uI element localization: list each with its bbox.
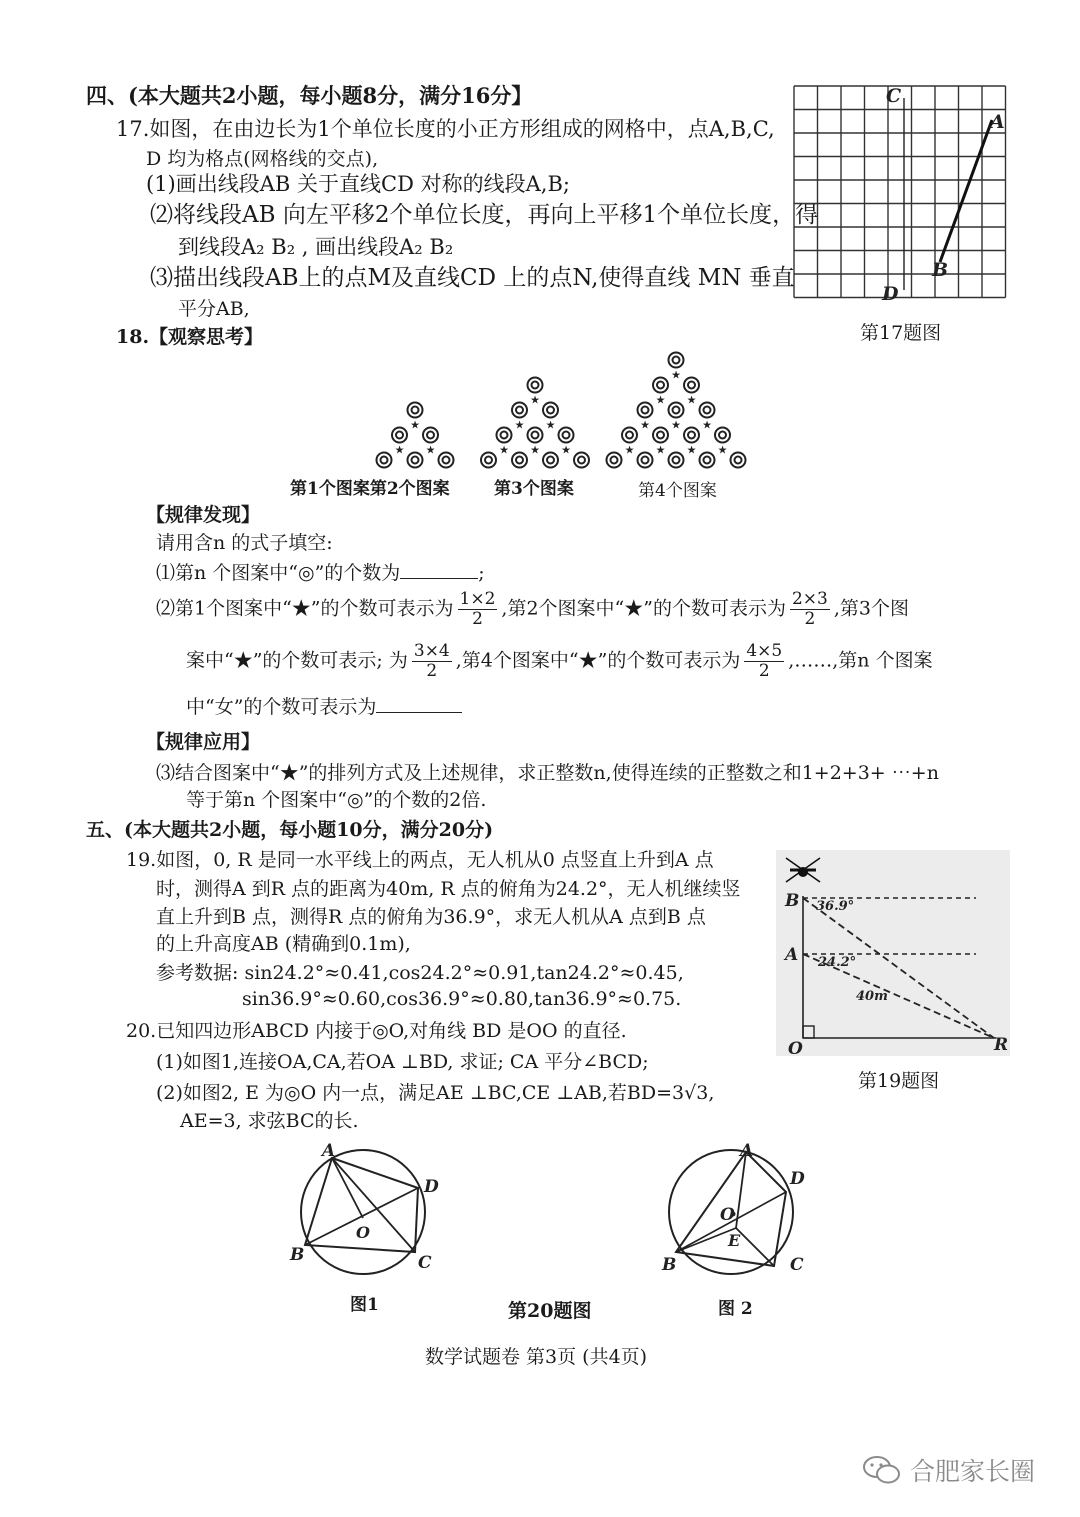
double-circle-icon	[653, 378, 668, 393]
answer-blank-2	[376, 712, 462, 713]
q20-fig1-caption: 图1	[350, 1295, 379, 1315]
double-circle-icon	[653, 428, 668, 443]
fig1-label-o: O	[356, 1223, 370, 1242]
star-icon: ★	[394, 443, 405, 457]
q19-ref1: 参考数据: sin24.2°≈0.41,cos24.2°≈0.91,tan24.2°≈0.45,	[156, 962, 684, 984]
fig1-label-c: C	[418, 1253, 432, 1273]
fig19-label-b: B	[785, 891, 800, 911]
grid-label-a: A	[990, 111, 1005, 133]
fig2-label-o: O	[720, 1205, 735, 1225]
double-circle-icon	[512, 453, 527, 468]
double-circle-icon	[528, 428, 543, 443]
q17-part3a: ⑶描出线段AB上的点M及直线CD 上的点N,使得直线 MN 垂直	[150, 265, 795, 291]
q17-figure-caption: 第17题图	[860, 322, 942, 344]
fig2-label-c: C	[790, 1255, 804, 1275]
double-circle-icon	[700, 403, 715, 418]
q19-line4: 的上升高度AB (精确到0.1m),	[156, 933, 411, 955]
q17-part3b: 平分AB,	[178, 298, 250, 320]
fig19-distance: 40m	[856, 989, 888, 1004]
q19-line1: 19.如图，0, R 是同一水平线上的两点，无人机从0 点竖直上升到A 点	[126, 849, 714, 871]
double-circle-icon	[684, 428, 699, 443]
q20-fig2-caption: 图 2	[718, 1299, 753, 1319]
q19-line3: 直上升到B 点，测得R 点的俯角为36.9°，求无人机从A 点到B 点	[156, 906, 706, 928]
fraction-3: $\frac{3\times 4}{2}$	[413, 641, 450, 681]
fraction-4: $\frac{4\times 5}{2}$	[746, 641, 783, 681]
double-circle-icon	[543, 453, 558, 468]
double-circle-icon	[638, 453, 653, 468]
rule-find-title: 【规律发现】	[146, 504, 261, 526]
star-icon: ★	[410, 418, 420, 432]
fig1-label-a: A	[322, 1141, 336, 1161]
q18-part3-line2: 等于第n 个图案中“◎”的个数的2倍.	[186, 789, 487, 811]
pattern-caption-4: 第4个图案	[638, 481, 717, 501]
double-circle-icon	[669, 453, 684, 468]
grid-label-d: D	[882, 283, 899, 305]
watermark-text: 合肥家长圈	[910, 1457, 1036, 1486]
fig1-label-b: B	[290, 1245, 305, 1265]
double-circle-icon	[512, 403, 527, 418]
star-icon: ★	[671, 418, 681, 432]
double-circle-icon	[559, 428, 574, 443]
double-circle-icon	[607, 453, 622, 468]
q20-figure1	[290, 1140, 440, 1290]
q18-patterns	[380, 350, 760, 478]
section4-header: 四、(本大题共2小题，每小题8分，满分16分】	[86, 83, 533, 108]
watermark	[862, 1452, 1035, 1488]
fig2-label-a: A	[740, 1141, 754, 1161]
star-icon: ★	[545, 418, 556, 432]
q18-part2-line3: 中“女”的个数可表示为	[186, 692, 462, 719]
q20-line1: 20.已知四边形ABCD 内接于◎O,对角线 BD 是OO 的直径.	[126, 1020, 627, 1042]
rule-apply-title: 【规律应用】	[146, 731, 261, 753]
double-circle-icon	[439, 453, 454, 468]
star-icon: ★	[499, 443, 509, 457]
q19-figure-caption: 第19题图	[858, 1070, 940, 1092]
grid-label-b: B	[932, 259, 949, 281]
double-circle-icon	[408, 453, 423, 468]
grid-label-c: C	[886, 85, 902, 107]
double-circle-icon	[731, 453, 746, 468]
double-circle-icon	[377, 453, 392, 468]
star-icon: ★	[640, 418, 650, 432]
star-icon: ★	[530, 393, 540, 407]
q18-part3-line1: ⑶结合图案中“★”的排列方式及上述规律，求正整数n,使得连续的正整数之和1+2+3+ ⋯+n	[156, 762, 939, 784]
star-icon: ★	[671, 368, 681, 382]
double-circle-icon	[574, 453, 589, 468]
q17-grid-figure	[790, 80, 1010, 306]
q18-title: 18.【观察思考】	[116, 326, 264, 348]
star-icon: ★	[655, 443, 666, 457]
fraction-1: $\frac{1\times 2}{2}$	[459, 589, 496, 629]
star-icon: ★	[717, 443, 728, 457]
double-circle-icon	[638, 403, 653, 418]
q20-part2a: (2)如图2, E 为◎O 内一点，满足AE ⊥BC,CE ⊥AB,若BD=3√3,	[156, 1082, 715, 1104]
q20-figure2	[656, 1140, 806, 1290]
q20-group-caption: 第20题图	[508, 1300, 592, 1322]
page-footer: 数学试题卷 第3页 (共4页)	[425, 1346, 648, 1368]
fig19-label-o: O	[788, 1039, 803, 1059]
q18-instruction: 请用含n 的式子填空:	[156, 532, 333, 554]
fig2-label-b: B	[662, 1255, 677, 1275]
double-circle-icon	[481, 453, 496, 468]
pattern-caption-3: 第3个图案	[494, 479, 574, 499]
q18-part1-text: ⑴第n 个图案中“◎”的个数为	[156, 562, 401, 584]
star-icon: ★	[624, 443, 635, 457]
double-circle-icon	[497, 428, 512, 443]
double-circle-icon	[392, 428, 407, 443]
double-circle-icon	[669, 403, 684, 418]
double-circle-icon	[622, 428, 637, 443]
wechat-logo-icon	[862, 1455, 902, 1485]
q17-line2: D 均为格点(网格线的交点),	[146, 148, 379, 170]
fig19-label-r: R	[994, 1035, 1009, 1055]
star-icon: ★	[561, 443, 571, 457]
star-icon: ★	[686, 443, 697, 457]
q20-part1: (1)如图1,连接OA,CA,若OA ⊥BD, 求证; CA 平分∠BCD;	[156, 1051, 649, 1073]
section5-header: 五、(本大题共2小题，每小题10分，满分20分)	[86, 819, 494, 841]
double-circle-icon	[700, 453, 715, 468]
star-icon: ★	[686, 393, 697, 407]
fig1-label-d: D	[424, 1177, 439, 1197]
fraction-2: $\frac{2\times 3}{2}$	[791, 589, 828, 629]
double-circle-icon	[408, 403, 423, 418]
fig2-label-d: D	[790, 1169, 805, 1189]
double-circle-icon	[423, 428, 438, 443]
q20-part2b: AE=3, 求弦BC的长.	[180, 1110, 359, 1132]
q17-line1: 17.如图，在由边长为1个单位长度的小正方形组成的网格中，点A,B,C,	[116, 117, 775, 141]
double-circle-icon	[543, 403, 558, 418]
fig19-angle-top: 36.9°	[816, 899, 855, 914]
q17-part2a: ⑵将线段AB 向左平移2个单位长度，再向上平移1个单位长度，得	[150, 202, 819, 228]
fig2-label-e: E	[728, 1231, 741, 1250]
fig19-angle-mid: 24.2°	[818, 955, 857, 970]
double-circle-icon	[528, 378, 543, 393]
double-circle-icon	[669, 353, 684, 368]
star-icon: ★	[530, 443, 540, 457]
q17-part2b: 到线段A₂ B₂ , 画出线段A₂ B₂	[178, 235, 454, 259]
q19-line2: 时，测得A 到R 点的距离为40m, R 点的俯角为24.2°，无人机继续竖	[156, 878, 741, 900]
star-icon: ★	[425, 443, 436, 457]
star-icon: ★	[514, 418, 525, 432]
q19-ref2: sin36.9°≈0.60,cos36.9°≈0.80,tan36.9°≈0.75.	[242, 988, 682, 1010]
star-icon: ★	[655, 393, 666, 407]
fig19-label-a: A	[785, 945, 799, 965]
q17-part1: (1)画出线段AB 关于直线CD 对称的线段A,B;	[146, 172, 570, 196]
answer-blank-1	[400, 578, 478, 579]
q18-part2-line1: ⑵第1个图案中“★”的个数可表示为 $\frac{1\times 2}{2}$ ,第2个图案中“★”的个数可表示为 $\frac{2\times 3}{2}$ ,第3个图	[156, 589, 910, 629]
double-circle-icon	[715, 428, 730, 443]
star-icon: ★	[702, 418, 712, 432]
double-circle-icon	[684, 378, 699, 393]
pattern-caption-1-2: 第1个图案第2个图案	[290, 479, 450, 499]
q18-part2-line2: 案中“★”的个数可表示; 为 $\frac{3\times 4}{2}$ ,第4个图案中“★”的个数可表示为 $\frac{4\times 5}{2}$ ,……,第n 个图案	[186, 641, 933, 681]
q18-part1: ⑴第n 个图案中“◎”的个数为 ;	[156, 562, 485, 584]
q19-figure	[776, 850, 1010, 1060]
